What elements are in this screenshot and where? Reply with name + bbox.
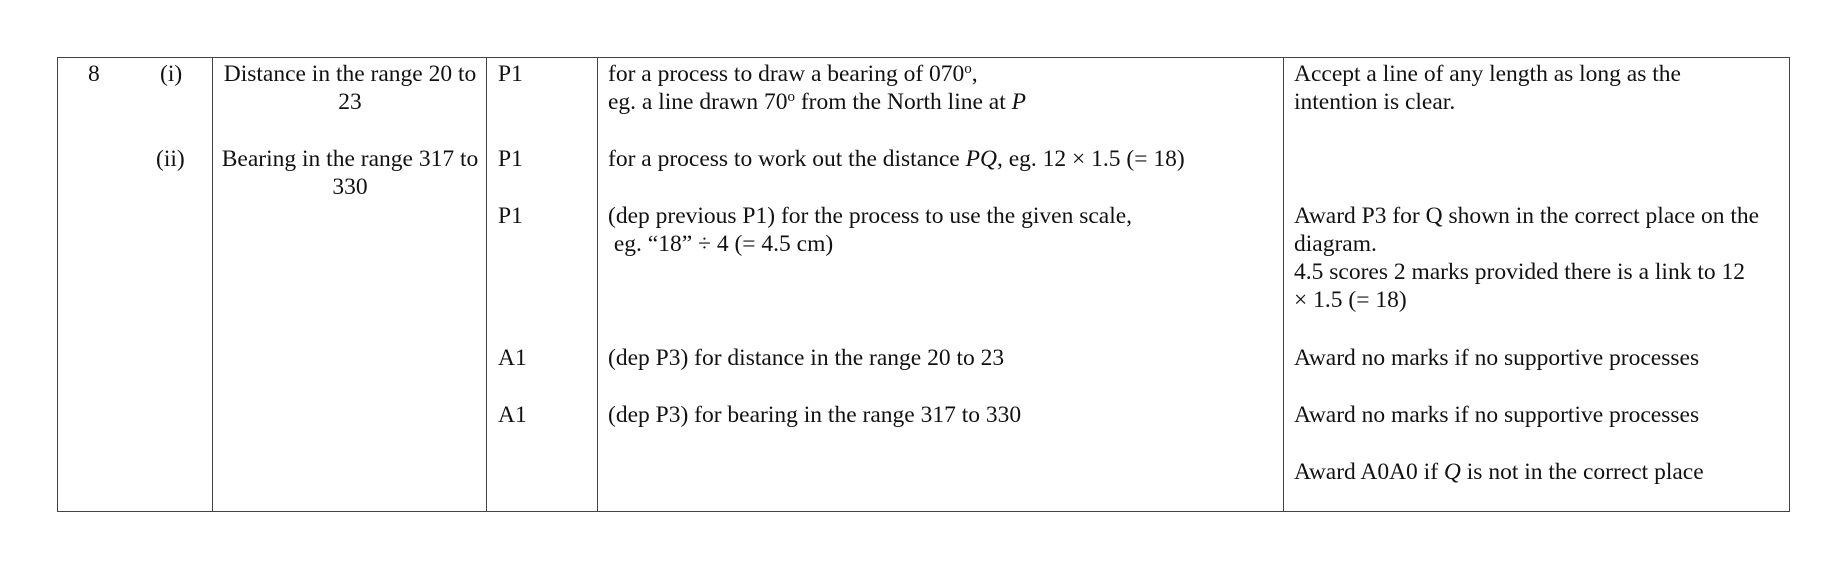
answer-part-ii: Bearing in the range 317 to 330 bbox=[221, 146, 479, 200]
point-label: Q bbox=[1443, 459, 1461, 485]
note-text: for a process to work out the distance bbox=[608, 146, 966, 172]
degree-symbol: o bbox=[964, 61, 972, 77]
distance-label: PQ bbox=[965, 146, 997, 172]
note-row4: (dep P3) for distance in the range 20 to 23 bbox=[608, 345, 1005, 371]
answer-part-i: Distance in the range 20 to 23 bbox=[223, 61, 477, 115]
guidance-row3-line2: 4.5 scores 2 marks provided there is a link to 12 × 1.5 (= 18) bbox=[1294, 259, 1745, 313]
guidance-row4: Award no marks if no supportive processes bbox=[1294, 345, 1700, 371]
mark-code: P1 bbox=[498, 146, 523, 172]
note-row2 bbox=[608, 145, 1185, 173]
note-row3-line1: (dep previous P1) for the process to use the given scale, bbox=[608, 203, 1133, 229]
note-row3-line2: eg. “18” ÷ 4 (= 4.5 cm) bbox=[608, 231, 834, 257]
note-row5: (dep P3) for bearing in the range 317 to 330 bbox=[608, 402, 1022, 428]
mark-code: A1 bbox=[498, 345, 527, 371]
guidance-row3-line1: Award P3 for Q shown in the correct place on the diagram. bbox=[1294, 203, 1760, 257]
column-divider bbox=[597, 58, 598, 511]
note-text: from the North line at bbox=[794, 89, 1012, 115]
column-divider bbox=[212, 58, 213, 511]
part-label-ii: (ii) bbox=[156, 146, 185, 172]
note-text: for a process to draw a bearing of 070 bbox=[608, 61, 965, 87]
guidance-row1: Accept a line of any length as long as the intention is clear. bbox=[1294, 61, 1681, 115]
guidance-text: is not in the correct place bbox=[1460, 459, 1704, 485]
mark-code: P1 bbox=[498, 203, 523, 229]
column-divider bbox=[486, 58, 487, 511]
column-divider bbox=[1283, 58, 1284, 511]
note-text: eg. a line drawn 70 bbox=[608, 89, 788, 115]
part-label-i: (i) bbox=[160, 61, 183, 87]
guidance-text: Award A0A0 if bbox=[1294, 459, 1444, 485]
mark-code: P1 bbox=[498, 61, 523, 87]
mark-scheme-table bbox=[57, 57, 1790, 512]
degree-symbol: o bbox=[787, 89, 795, 105]
guidance-row6 bbox=[1294, 458, 1704, 486]
note-text: , eg. 12 × 1.5 (= 18) bbox=[996, 146, 1185, 172]
question-number: 8 bbox=[88, 61, 100, 87]
guidance-row5: Award no marks if no supportive processes bbox=[1294, 402, 1700, 428]
note-text: , bbox=[971, 61, 978, 87]
mark-code: A1 bbox=[498, 402, 527, 428]
note-row1-line1 bbox=[608, 60, 978, 88]
note-row1-line2 bbox=[608, 88, 1026, 116]
point-label: P bbox=[1011, 89, 1026, 115]
